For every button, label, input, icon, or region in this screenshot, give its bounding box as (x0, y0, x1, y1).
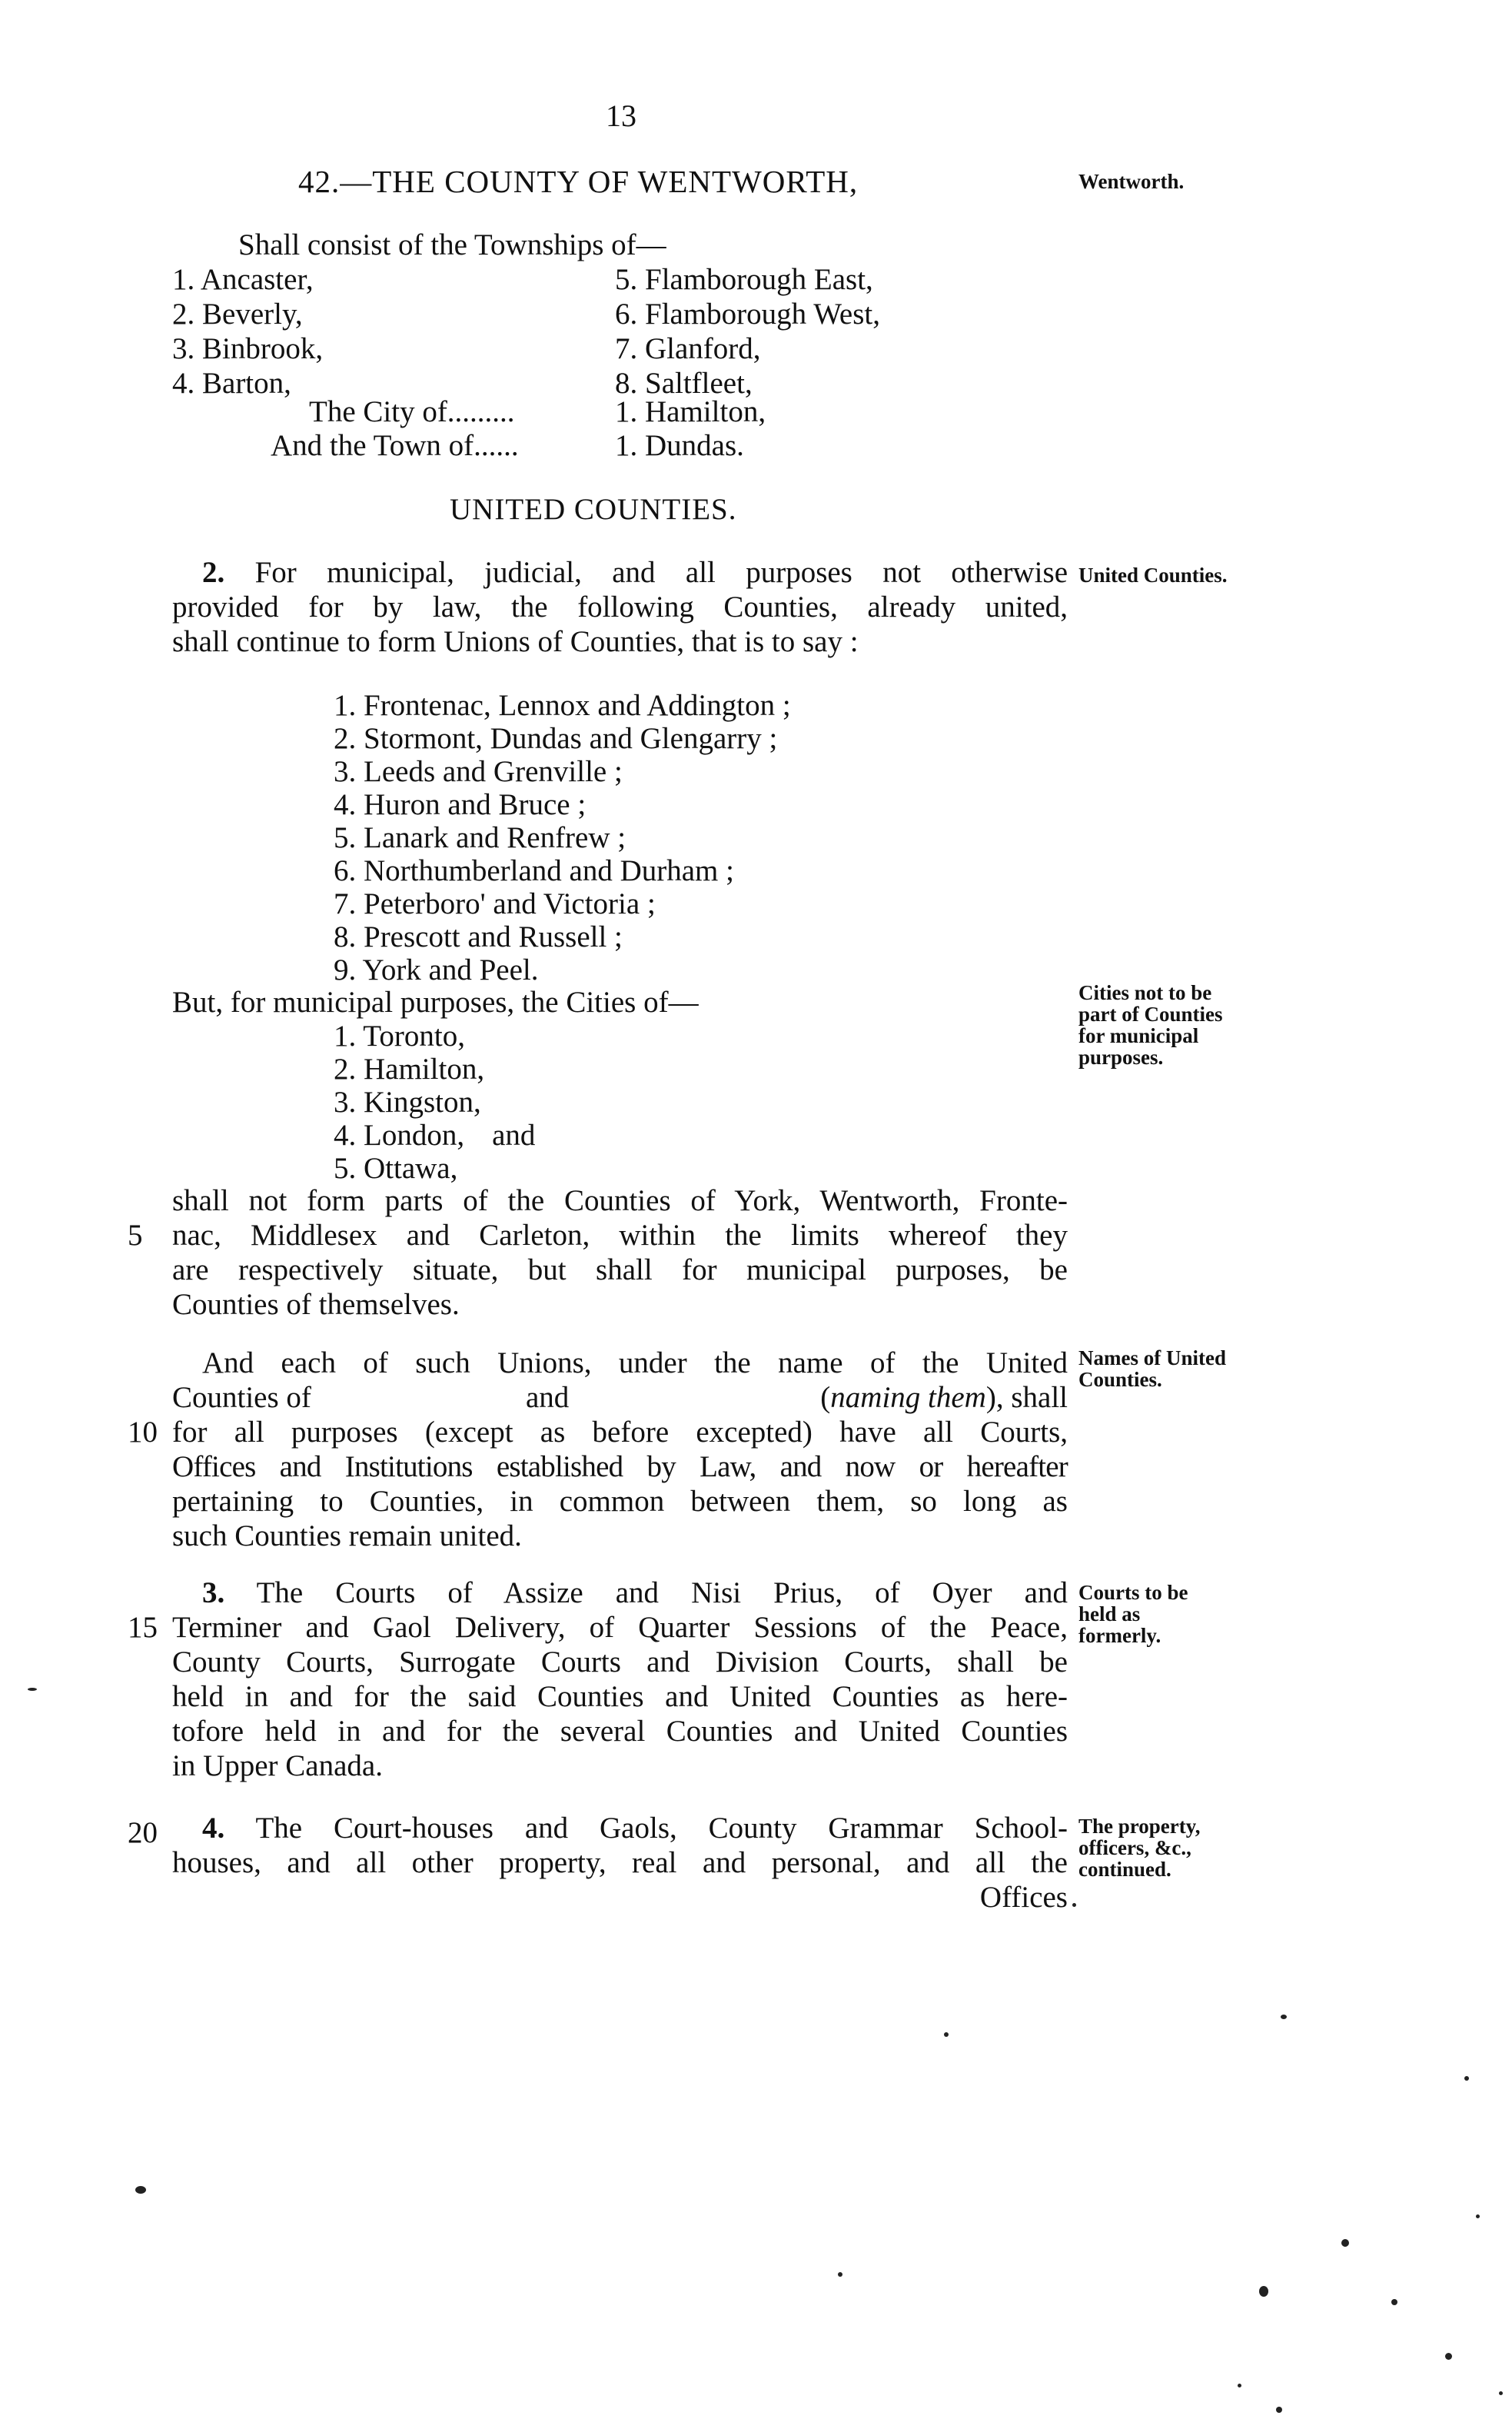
speck (944, 2032, 949, 2037)
unions-list (334, 689, 791, 987)
speck (135, 2186, 146, 2194)
list-item: 4. Barton, (172, 367, 291, 400)
list-item: 2. Hamilton, (334, 1053, 485, 1086)
list-item: 2. Stormont, Dundas and Glengarry ; (334, 722, 778, 755)
county-heading: 42.—THE COUNTY OF WENTWORTH, (298, 164, 859, 199)
speck (1281, 2015, 1287, 2019)
speck (28, 1688, 37, 1691)
speck (1341, 2239, 1349, 2247)
list-item: 6. Flamborough West, (615, 298, 880, 331)
margin-note-cities: Cities not to be part of Counties for municipal purposes. (1078, 981, 1223, 1069)
list-item: 3. Binbrook, (172, 332, 324, 365)
list-item: 3. Kingston, (334, 1086, 481, 1119)
line-number: 5 (128, 1219, 143, 1252)
list-item: 8. Saltfleet, (615, 367, 753, 400)
list-item: 1. Ancaster, (172, 263, 314, 296)
list-item: 3. Leeds and Grenville ; (334, 755, 623, 788)
margin-note-property: The property, officers, &c., continued. (1078, 1815, 1201, 1881)
speck (1072, 1903, 1076, 1907)
speck (838, 2272, 842, 2277)
speck (1391, 2299, 1397, 2305)
section-2-text: 2. For municipal, judicial, and all purposes not otherwise provided for by law, the following Counties, already united, shall continue to form Unions of Counties, that is to say : (172, 556, 1068, 658)
section-number: 2. (202, 556, 225, 589)
naming-them: (naming them), shall (820, 1381, 1068, 1414)
section-number: 4. (202, 1812, 225, 1845)
list-item: 5. Ottawa, (334, 1152, 458, 1185)
line-number: 15 (128, 1611, 158, 1644)
townships-intro: Shall consist of the Townships of— (238, 228, 666, 261)
united-counties-heading: UNITED COUNTIES. (450, 493, 737, 526)
margin-note-names: Names of United Counties. (1078, 1346, 1226, 1391)
margin-note-united-counties: United Counties. (1078, 564, 1228, 587)
list-item: 7. Peterboro' and Victoria ; (334, 887, 656, 920)
names-paragraph: And each of such Unions, under the name of the United Counties of and (naming them), shall for all purposes (except as before excepted) have all Courts, Offices and Institutions established by Law, and now or hereafter pertaining to Counties, in common between them, so long as such Counties remain united. (172, 1346, 1068, 1552)
city-value: 1. Hamilton, (615, 395, 766, 428)
townships-right-list (615, 262, 880, 401)
speck (1445, 2353, 1452, 2360)
list-item: 9. York and Peel. (334, 953, 539, 987)
speck (1476, 2214, 1480, 2218)
townships-left-list (172, 262, 323, 401)
list-item: 8. Prescott and Russell ; (334, 920, 623, 953)
city-label: The City of......... (309, 395, 515, 428)
list-item: 2. Beverly, (172, 298, 303, 331)
list-item: 1. Toronto, (334, 1020, 465, 1053)
margin-note-courts: Courts to be held as formerly. (1078, 1581, 1188, 1647)
cities-list (334, 1020, 535, 1185)
line-number: 20 (128, 1816, 158, 1849)
list-item: 6. Northumberland and Durham ; (334, 854, 734, 887)
list-item: 4. London, and (334, 1119, 536, 1152)
list-item: 1. Frontenac, Lennox and Addington ; (334, 689, 791, 722)
page-number: 13 (606, 98, 636, 133)
section-4-text: 4. The Court-houses and Gaols, County Grammar School- houses, and all other property, real and personal, and all the Offices (172, 1812, 1068, 1914)
line-number: 10 (128, 1416, 158, 1449)
speck (1276, 2407, 1282, 2413)
section-number: 3. (202, 1576, 225, 1609)
list-item: 7. Glanford, (615, 332, 761, 365)
speck (1464, 2076, 1469, 2081)
cities-and: and (492, 1119, 536, 1152)
section-3-text: 3. The Courts of Assize and Nisi Prius, of Oyer and Terminer and Gaol Delivery, of Quarter Sessions of the Peace, County Courts, Surrogate Courts and Division Courts, shall be held in and for the said Counties and United Counties as here- tofore held in and for the several Counties and United Counties in Upper Canada. (172, 1576, 1068, 1782)
speck (1499, 2391, 1503, 2395)
speck (1259, 2286, 1268, 2297)
cities-paragraph: shall not form parts of the Counties of York, Wentworth, Fronte- nac, Middlesex and Carleton, within the limits whereof they are respectively situate, but shall for municipal purposes, be Counties of themselves. (172, 1184, 1068, 1321)
list-item: 5. Flamborough East, (615, 263, 873, 296)
list-item: 5. Lanark and Renfrew ; (334, 821, 626, 854)
catchword: Offices (979, 1881, 1068, 1914)
town-value: 1. Dundas. (615, 429, 744, 462)
town-label: And the Town of...... (271, 429, 519, 462)
list-item: 4. Huron and Bruce ; (334, 788, 587, 821)
margin-note-wentworth: Wentworth. (1078, 170, 1185, 193)
cities-intro: But, for municipal purposes, the Cities of— (172, 986, 699, 1019)
speck (1238, 2384, 1241, 2387)
